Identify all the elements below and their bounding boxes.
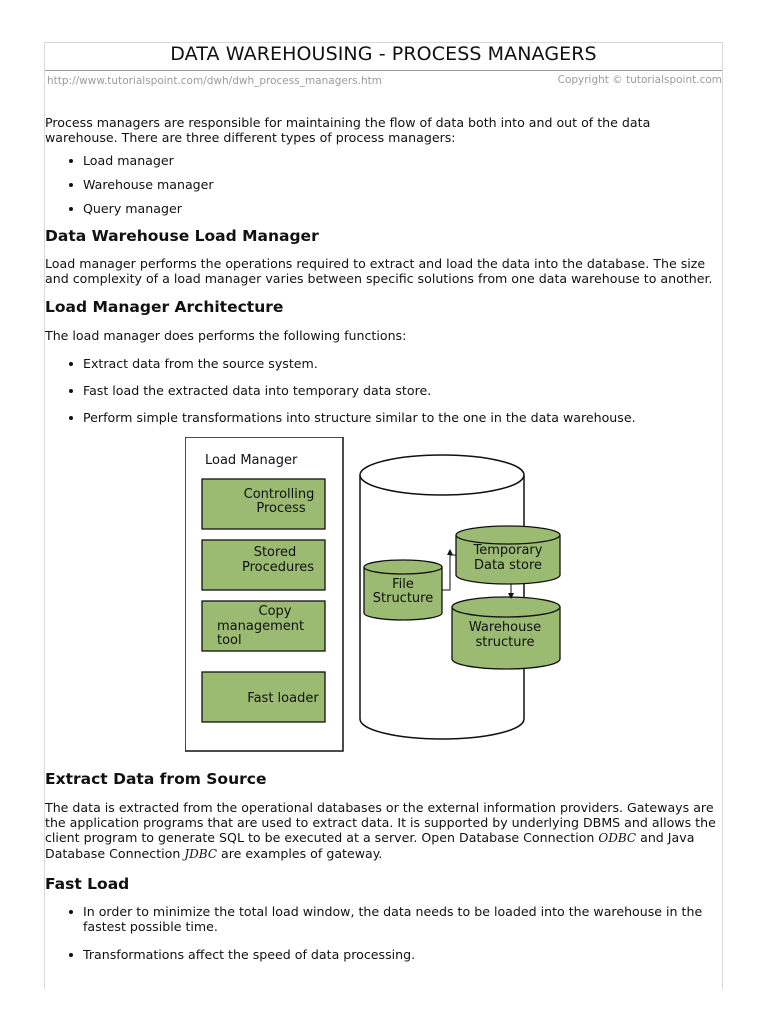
extract-text-mid: and Java Database Connection bbox=[45, 830, 695, 861]
file-structure-label-2: Structure bbox=[372, 591, 434, 606]
file-structure-label-1: File bbox=[392, 577, 414, 592]
list-item: In order to minimize the total load window, the data needs to be loaded into the warehouse in the fastest possible time. bbox=[45, 904, 724, 934]
warehouse-structure-label-1: Warehouse bbox=[468, 620, 542, 635]
extract-paragraph bbox=[45, 800, 724, 862]
article-body bbox=[45, 115, 724, 962]
copy-management-label-2: management bbox=[217, 619, 305, 634]
intro-paragraph: Process managers are responsible for maintaining the flow of data both into and out of the data warehouse. There are three different types of process managers: bbox=[45, 115, 651, 145]
load-manager-title: Load Manager bbox=[205, 453, 298, 468]
temporary-store-cylinder-top bbox=[456, 526, 560, 544]
copyright-notice: Copyright © tutorialspoint.com bbox=[557, 74, 722, 86]
copy-management-label-1: Copy bbox=[258, 604, 292, 619]
stored-procedures-label-2: Procedures bbox=[241, 560, 315, 575]
temporary-store-label-2: Data store bbox=[473, 558, 543, 573]
list-item: Extract data from the source system. bbox=[45, 356, 724, 371]
extract-text-end: are examples of gateway. bbox=[221, 846, 383, 861]
list-item: Fast load the extracted data into temporary data store. bbox=[45, 383, 724, 398]
section-heading-architecture: Load Manager Architecture bbox=[45, 298, 284, 316]
controlling-process-label-1: Controlling bbox=[243, 487, 315, 502]
load-manager-architecture-diagram bbox=[185, 437, 565, 757]
temporary-store-label-1: Temporary bbox=[473, 543, 543, 558]
fast-loader-label: Fast loader bbox=[247, 691, 319, 706]
jdbc-term: JDBC bbox=[184, 847, 218, 861]
extract-text-start: The data is extracted from the operational databases or the external information providers. Gateways are the application programs that are used to extract data. It is supported by underlying DBMS and allows the client program to generate SQL to be executed at a server. Open Database Connection bbox=[45, 800, 716, 845]
list-item: Load manager bbox=[45, 153, 724, 168]
section-heading-load-manager: Data Warehouse Load Manager bbox=[45, 227, 319, 245]
data-warehouse-cylinder-top bbox=[360, 455, 524, 495]
architecture-function-list bbox=[45, 356, 724, 425]
fast-load-list bbox=[45, 904, 724, 962]
list-item: Warehouse manager bbox=[45, 177, 724, 192]
title-divider bbox=[45, 70, 722, 71]
document-page bbox=[44, 42, 723, 989]
warehouse-structure-label-2: structure bbox=[475, 635, 535, 650]
process-manager-list bbox=[45, 153, 724, 216]
file-structure-cylinder-top bbox=[364, 560, 442, 574]
warehouse-structure-cylinder-top bbox=[452, 597, 560, 617]
source-url[interactable]: http://www.tutorialspoint.com/dwh/dwh_process_managers.htm bbox=[47, 75, 382, 87]
stored-procedures-label-1: Stored bbox=[253, 545, 297, 560]
section-heading-fast-load: Fast Load bbox=[45, 875, 130, 893]
odbc-term: ODBC bbox=[598, 831, 637, 845]
controlling-process-label-2: Process bbox=[256, 501, 306, 516]
list-item: Perform simple transformations into structure similar to the one in the data warehouse. bbox=[45, 410, 724, 425]
architecture-paragraph: The load manager does performs the following functions: bbox=[45, 328, 407, 343]
load-manager-paragraph: Load manager performs the operations required to extract and load the data into the database. The size and complexity of a load manager varies between specific solutions from one data warehouse to another. bbox=[45, 256, 713, 286]
diagram-svg bbox=[185, 437, 565, 757]
page-title: DATA WAREHOUSING - PROCESS MANAGERS bbox=[170, 43, 597, 65]
section-heading-extract: Extract Data from Source bbox=[45, 770, 267, 788]
copy-management-label-3: tool bbox=[217, 633, 242, 648]
list-item: Transformations affect the speed of data processing. bbox=[45, 947, 724, 962]
list-item: Query manager bbox=[45, 201, 724, 216]
